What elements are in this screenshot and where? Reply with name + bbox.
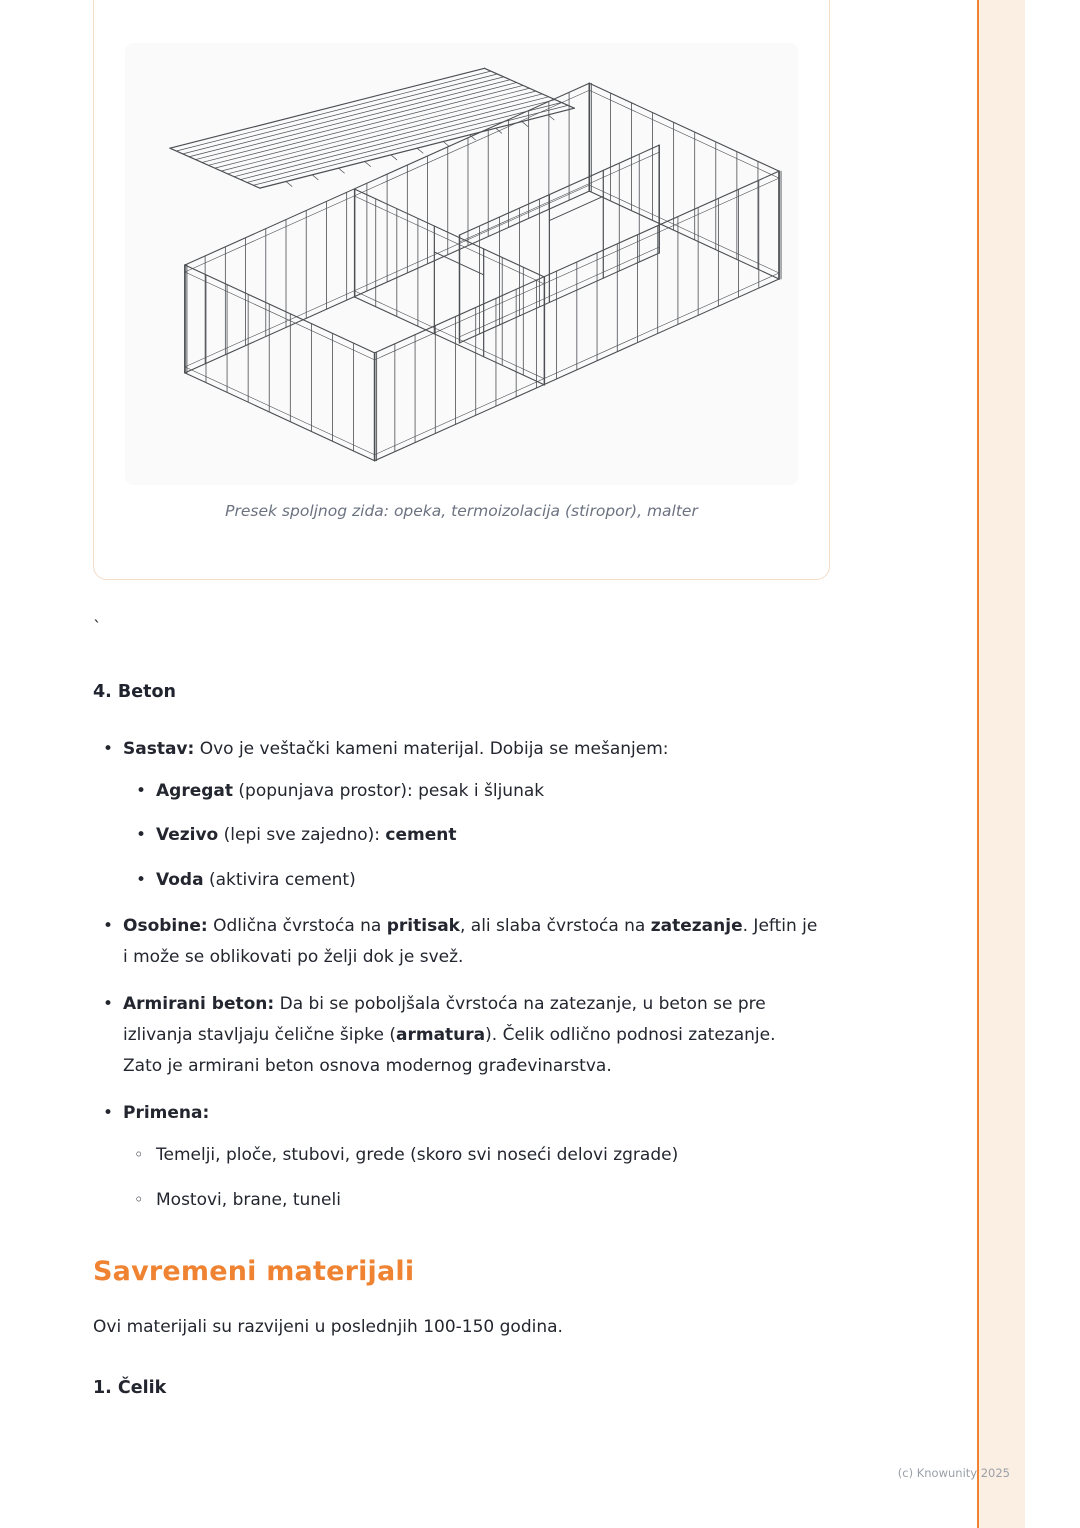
- figure-card: [93, 0, 830, 580]
- heading-savremeni-materijali: Savremeni materijali: [93, 1255, 415, 1287]
- heading-beton: 4. Beton: [93, 681, 176, 702]
- list-item: [123, 778, 818, 805]
- figure-caption: Presek spoljnog zida: opeka, termoizolacija (stiropor), malter: [225, 502, 698, 520]
- list-item-text: ◦ Mostovi, brane, tuneli: [156, 1189, 341, 1210]
- heading-celik: 1. Čelik: [93, 1377, 167, 1398]
- list-item: [93, 911, 818, 974]
- list-item-text: • Sastav: Ovo je veštački kameni materijal. Dobija se mešanjem:: [123, 738, 669, 759]
- list-item-text: • Armirani beton: Da bi se poboljšala čvrstoća na zatezanje, u beton se pre izlivanja stavljaju čelične šipke (armatura). Čelik odlično podnosi zatezanje. Zato je armirani beton osnova modernog građevinarstva.: [123, 993, 776, 1077]
- list-item: [123, 867, 818, 894]
- list-item-text: ◦ Temelji, ploče, stubovi, grede (skoro svi noseći delovi zgrade): [156, 1145, 679, 1166]
- list-item-text: • Agregat (popunjava prostor): pesak i šljunak: [156, 781, 545, 802]
- house-frame-illustration: [125, 43, 798, 485]
- sublist-sastav: [123, 778, 818, 894]
- list-item-text: • Primena:: [123, 1102, 210, 1123]
- document-page: [93, 0, 830, 1398]
- sublist-primena: [123, 1142, 818, 1213]
- list-item: [123, 822, 818, 849]
- list-item: [93, 1098, 818, 1214]
- right-sidebar-strip: [977, 0, 1025, 1528]
- figure-image-box: [125, 43, 798, 485]
- list-item: [123, 1142, 818, 1169]
- list-item: [93, 734, 818, 894]
- stray-backtick: `: [93, 617, 102, 638]
- copyright-notice: (c) Knowunity 2025: [897, 1466, 1010, 1480]
- list-item-text: • Osobine: Odlična čvrstoća na pritisak, ali slaba čvrstoća na zatezanje. Jeftin je i može se oblikovati po želji dok je svež.: [123, 915, 818, 968]
- beton-bullet-list: [93, 734, 830, 1214]
- list-item: [123, 1187, 818, 1214]
- list-item: [93, 989, 818, 1083]
- savremeni-intro: Ovi materijali su razvijeni u poslednjih 100-150 godina.: [93, 1316, 563, 1337]
- list-item-text: • Voda (aktivira cement): [156, 869, 356, 890]
- list-item-text: • Vezivo (lepi sve zajedno): cement: [156, 825, 457, 846]
